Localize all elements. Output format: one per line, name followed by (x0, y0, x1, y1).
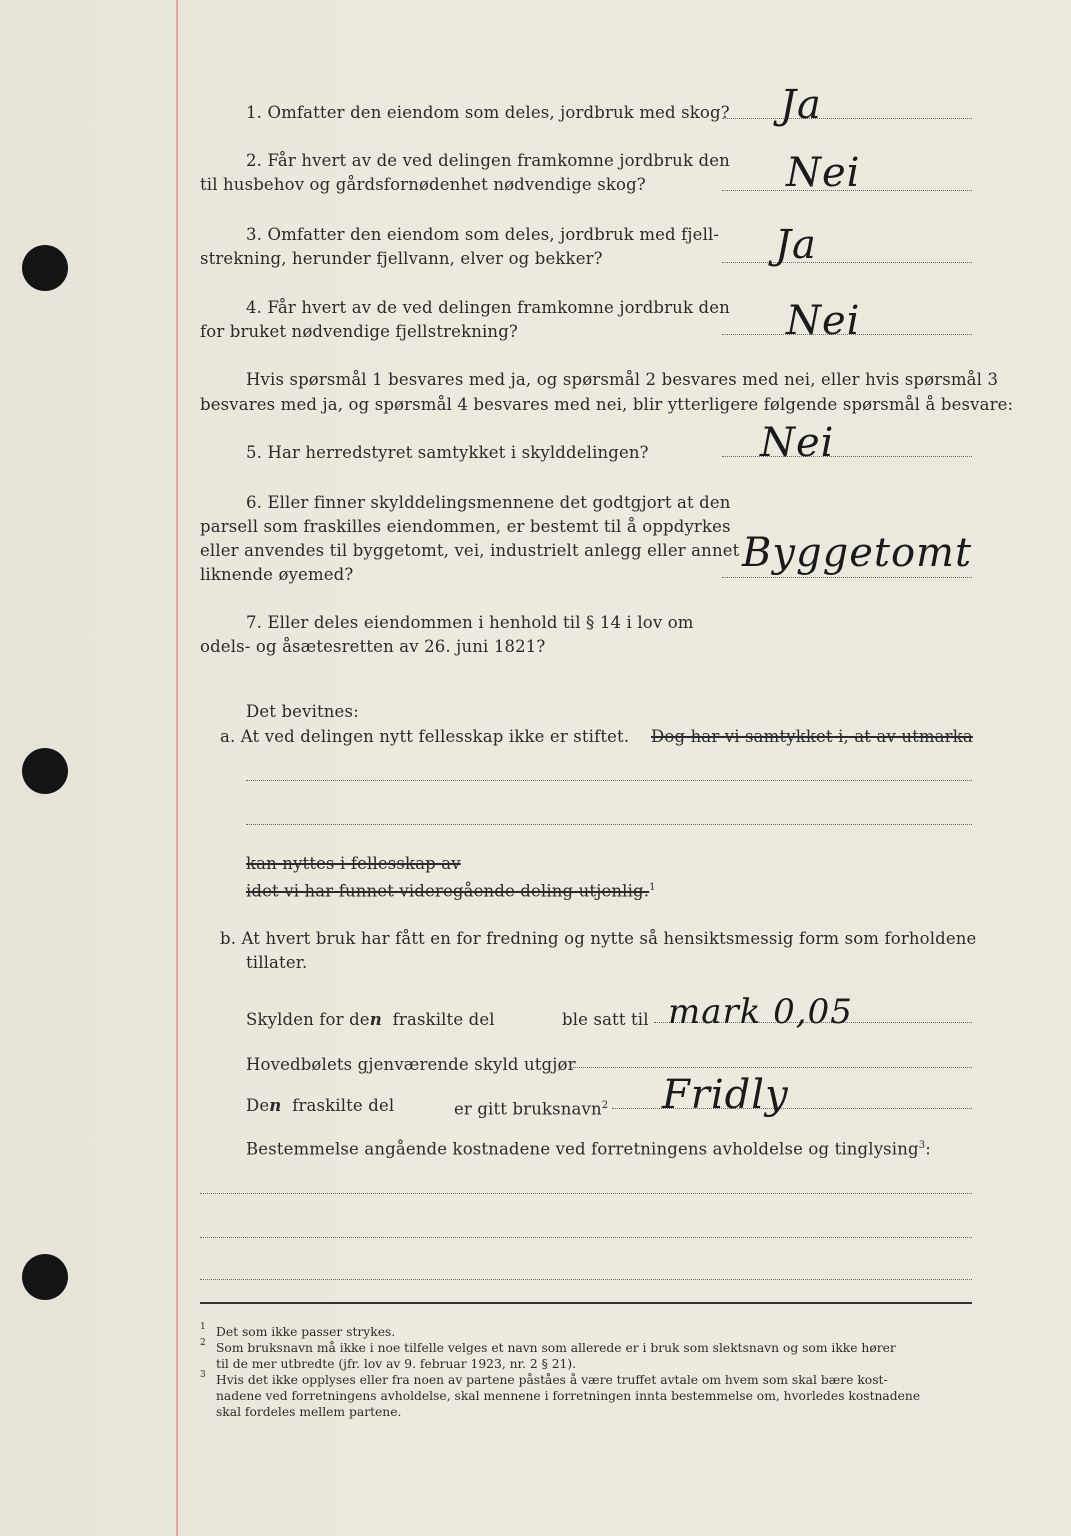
witness-a-line-2 (246, 824, 972, 825)
question-4-answer[interactable]: Nei (786, 298, 861, 344)
question-6-line-4: liknende øyemed? (200, 565, 354, 584)
question-3-answer-line (722, 262, 972, 263)
witness-a-struck-text-3-body: idet vi har funnet videregående deling utjenlig. (246, 881, 650, 901)
footnote-ref-2: 2 (601, 1100, 609, 1111)
skyld-label-post: fraskilte del (392, 1010, 495, 1029)
question-7-line-2: odels- og åsætesretten av 26. juni 1821? (200, 637, 546, 656)
hovedbol-label: Hovedbølets gjenværende skyld utgjør (246, 1055, 576, 1074)
bruksnavn-given-label (454, 1094, 608, 1122)
footnote-separator (200, 1302, 972, 1304)
punch-hole-top (22, 245, 68, 291)
witness-a-text: a. At ved delingen nytt fellesskap ikke er stiftet. (220, 727, 630, 746)
question-7-line-1: 7. Eller deles eiendommen i henhold til § 14 i lov om (246, 613, 694, 632)
punch-hole-middle (22, 748, 68, 794)
bestemmelse-colon: : (925, 1139, 931, 1159)
footnote-ref-1: 1 (649, 882, 656, 893)
footnote-ref-3: 3 (918, 1140, 926, 1151)
footnote-3-line-2: nadene ved forretningens avholdelse, skal mennene i forretningen innta bestemmelse om, hvorledes kostnadene (216, 1389, 921, 1403)
skyld-label-hand: n (369, 1010, 382, 1029)
question-2-line-2: til husbehov og gårdsfornødenhet nødvendige skog? (200, 175, 646, 194)
bruksnavn-label-hand: n (269, 1096, 282, 1115)
bestemmelse-line-3 (200, 1279, 972, 1280)
question-4-line-1: 4. Får hvert av de ved delingen framkomne jordbruk den (246, 298, 730, 317)
footnote-1-number: 1 (200, 1322, 206, 1332)
question-2-answer[interactable]: Nei (786, 150, 861, 196)
bruksnavn-value[interactable]: Fridly (662, 1072, 789, 1118)
question-3-line-1: 3. Omfatter den eiendom som deles, jordbruk med fjell- (246, 225, 720, 244)
question-6-line-1: 6. Eller finner skylddelingsmennene det godtgjort at den (246, 493, 731, 512)
question-5-text: 5. Har herredstyret samtykket i skylddelingen? (246, 443, 649, 462)
question-1-answer-line (722, 118, 972, 119)
witness-heading: Det bevitnes: (246, 702, 359, 721)
witness-b-line-1: b. At hvert bruk har fått en for fredning og nytte så hensiktsmessig form som forholdene (220, 929, 977, 948)
question-6-line-2: parsell som fraskilles eiendommen, er bestemt til å oppdyrkes (200, 517, 731, 536)
question-2-line-1: 2. Får hvert av de ved delingen framkomne jordbruk den (246, 151, 730, 170)
condition-line-1: Hvis spørsmål 1 besvares med ja, og spørsmål 2 besvares med nei, eller hvis spørsmål 3 (246, 370, 999, 389)
question-6-answer[interactable]: Byggetomt (742, 530, 973, 576)
bestemmelse-line-1 (200, 1193, 972, 1194)
question-3-line-2: strekning, herunder fjellvann, elver og bekker? (200, 249, 603, 268)
question-6-answer-line (722, 577, 972, 578)
witness-a-struck-text: Dog har vi samtykket i, at av utmarka (651, 727, 973, 746)
question-1-answer[interactable]: Ja (780, 82, 822, 128)
bestemmelse-text: Bestemmelse angående kostnadene ved forretningens avholdelse og tinglysing (246, 1139, 919, 1159)
bestemmelse-label (246, 1134, 931, 1162)
bruksnavn-label-post: fraskilte del (292, 1096, 395, 1115)
footnote-2-line-2: til de mer utbredte (jfr. lov av 9. februar 1923, nr. 2 § 21). (216, 1357, 577, 1371)
bruksnavn-label (246, 1094, 394, 1118)
question-6-line-3: eller anvendes til byggetomt, vei, industrielt anlegg eller annet (200, 541, 740, 560)
bestemmelse-line-2 (200, 1237, 972, 1238)
condition-line-2: besvares med ja, og spørsmål 4 besvares med nei, blir ytterligere følgende spørsmål å besvare: (200, 395, 1014, 414)
question-5-answer[interactable]: Nei (760, 420, 835, 466)
skyld-label-pre: Skylden for de (246, 1010, 370, 1029)
skyld-set-label: ble satt til (562, 1010, 649, 1029)
question-1-text: 1. Omfatter den eiendom som deles, jordbruk med skog? (246, 103, 730, 122)
witness-a-line-1 (246, 780, 972, 781)
footnote-3-line-1: Hvis det ikke opplyses eller fra noen av partene påståes å være truffet avtale om hvem som skal bære kost- (216, 1373, 888, 1387)
margin-line (176, 0, 178, 1536)
question-4-line-2: for bruket nødvendige fjellstrekning? (200, 322, 518, 341)
witness-a-struck-text-2: kan nyttes i fellesskap av (246, 854, 461, 873)
footnote-1: Det som ikke passer strykes. (216, 1325, 396, 1339)
question-3-answer[interactable]: Ja (775, 222, 817, 268)
witness-b-line-2: tillater. (246, 953, 308, 972)
hovedbol-value-line (570, 1067, 972, 1068)
footnote-2-line-1: Som bruksnavn må ikke i noe tilfelle velges et navn som allerede er i bruk som slektsnavn og som ikke hører (216, 1341, 896, 1355)
skyld-label (246, 1008, 495, 1032)
bruksnavn-given-text: er gitt bruksnavn (454, 1099, 602, 1119)
footnote-3-number: 3 (200, 1370, 206, 1380)
bruksnavn-label-pre: De (246, 1096, 270, 1115)
footnote-2-number: 2 (200, 1338, 206, 1348)
skyld-value[interactable]: mark 0,05 (668, 992, 853, 1032)
punch-hole-bottom (22, 1254, 68, 1300)
witness-a-struck-text-3 (246, 876, 656, 904)
footnote-3-line-3: skal fordeles mellem partene. (216, 1405, 402, 1419)
